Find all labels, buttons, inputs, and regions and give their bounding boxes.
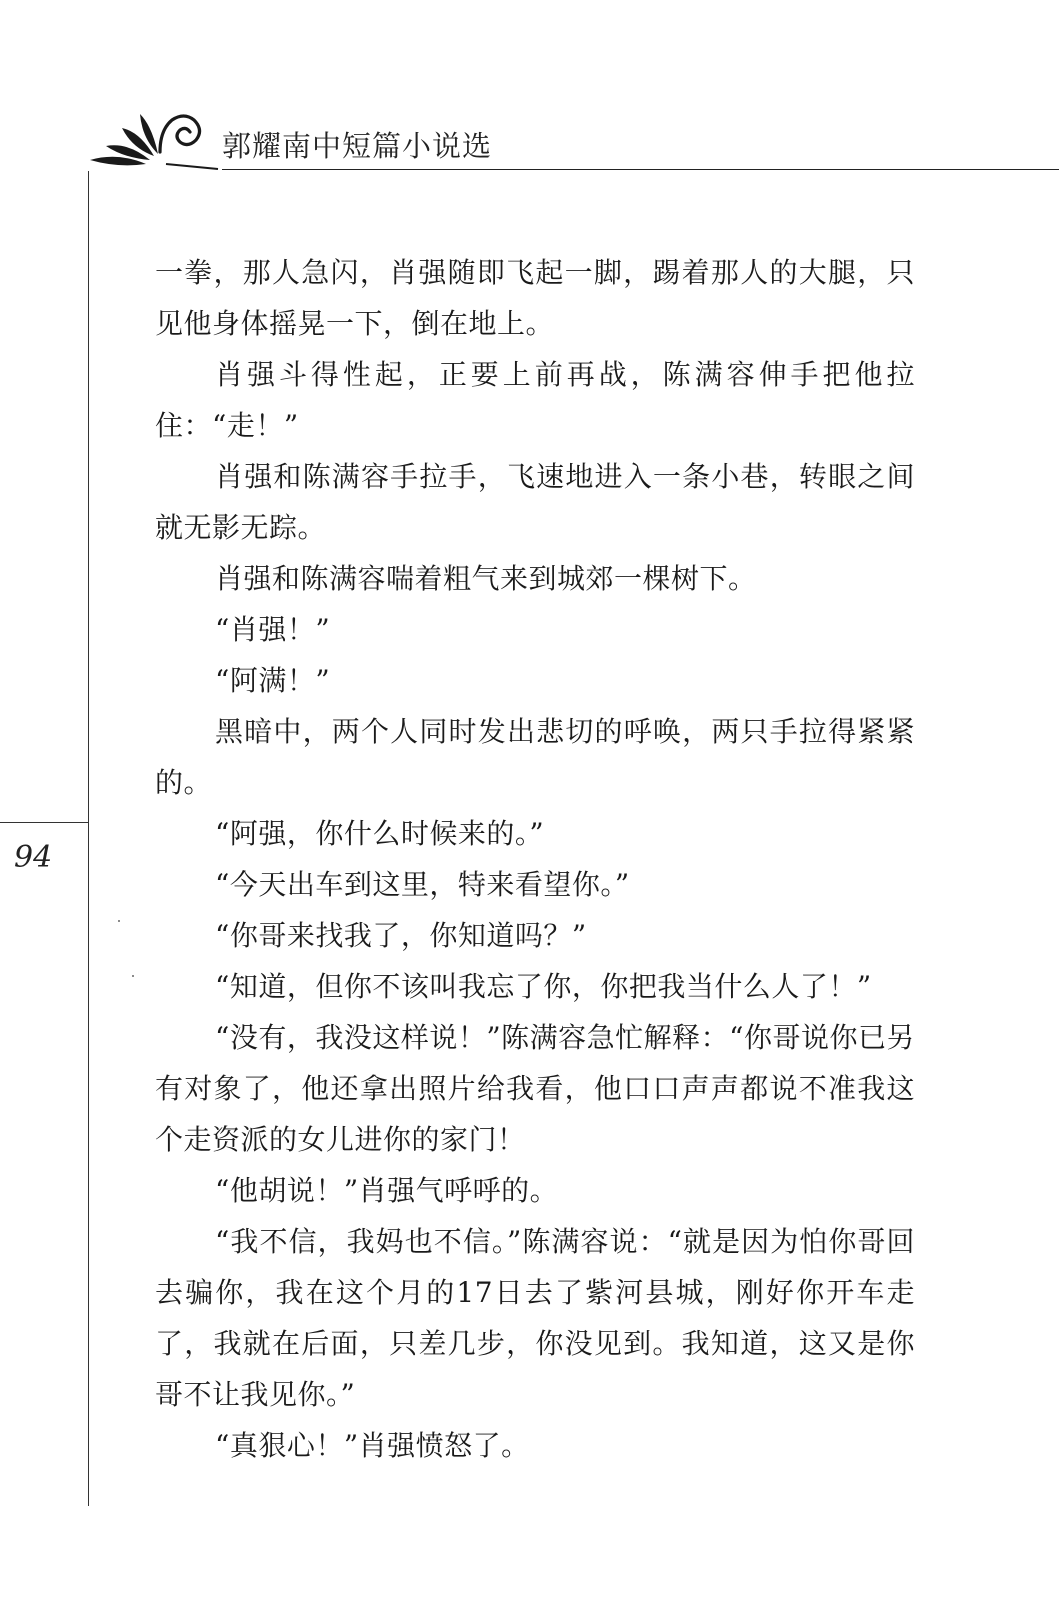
paragraph: “知道，但你不该叫我忘了你，你把我当什么人了！”	[215, 970, 872, 1003]
paragraph: “阿满！”	[215, 664, 331, 697]
paragraph: “阿强，你什么时候来的。”	[215, 817, 545, 850]
left-margin-rule	[88, 171, 89, 1506]
scan-speck	[132, 975, 134, 977]
paragraph: 肖强斗得性起，正要上前再战，陈满容伸手把他拉住：“走！”	[155, 358, 915, 442]
page-number: 94	[14, 840, 53, 875]
scan-speck	[118, 920, 120, 922]
paragraph: “他胡说！”肖强气呼呼的。	[215, 1174, 559, 1207]
paragraph: 肖强和陈满容手拉手，飞速地进入一条小巷，转眼之间就无影无踪。	[155, 460, 915, 544]
paragraph: 肖强和陈满容喘着粗气来到城郊一棵树下。	[215, 562, 757, 595]
body-text	[155, 247, 915, 1471]
book-title: 郭耀南中短篇小说选	[222, 129, 493, 163]
paragraph: “你哥来找我了，你知道吗？”	[215, 919, 587, 952]
paragraph: 一拳，那人急闪，肖强随即飞起一脚，踢着那人的大腿，只见他身体摇晃一下，倒在地上。	[155, 256, 915, 340]
header-rule	[222, 169, 1059, 170]
page-number-rule	[0, 822, 89, 823]
paragraph: 黑暗中，两个人同时发出悲切的呼唤，两只手拉得紧紧的。	[155, 715, 915, 799]
paragraph: “今天出车到这里，特来看望你。”	[215, 868, 630, 901]
header-ornament-icon	[88, 108, 228, 170]
paragraph: “我不信，我妈也不信。”陈满容说：“就是因为怕你哥回去骗你，我在这个月的17日去了紫河县城，刚好你开车走了，我就在后面，只差几步，你没见到。我知道，这又是你哥不让我见你。”	[155, 1225, 915, 1411]
paragraph: “真狠心！”肖强愤怒了。	[215, 1429, 530, 1462]
paragraph: “肖强！”	[215, 613, 331, 646]
paragraph: “没有，我没这样说！”陈满容急忙解释：“你哥说你已另有对象了，他还拿出照片给我看，他口口声声都说不准我这个走资派的女儿进你的家门！	[155, 1021, 915, 1156]
